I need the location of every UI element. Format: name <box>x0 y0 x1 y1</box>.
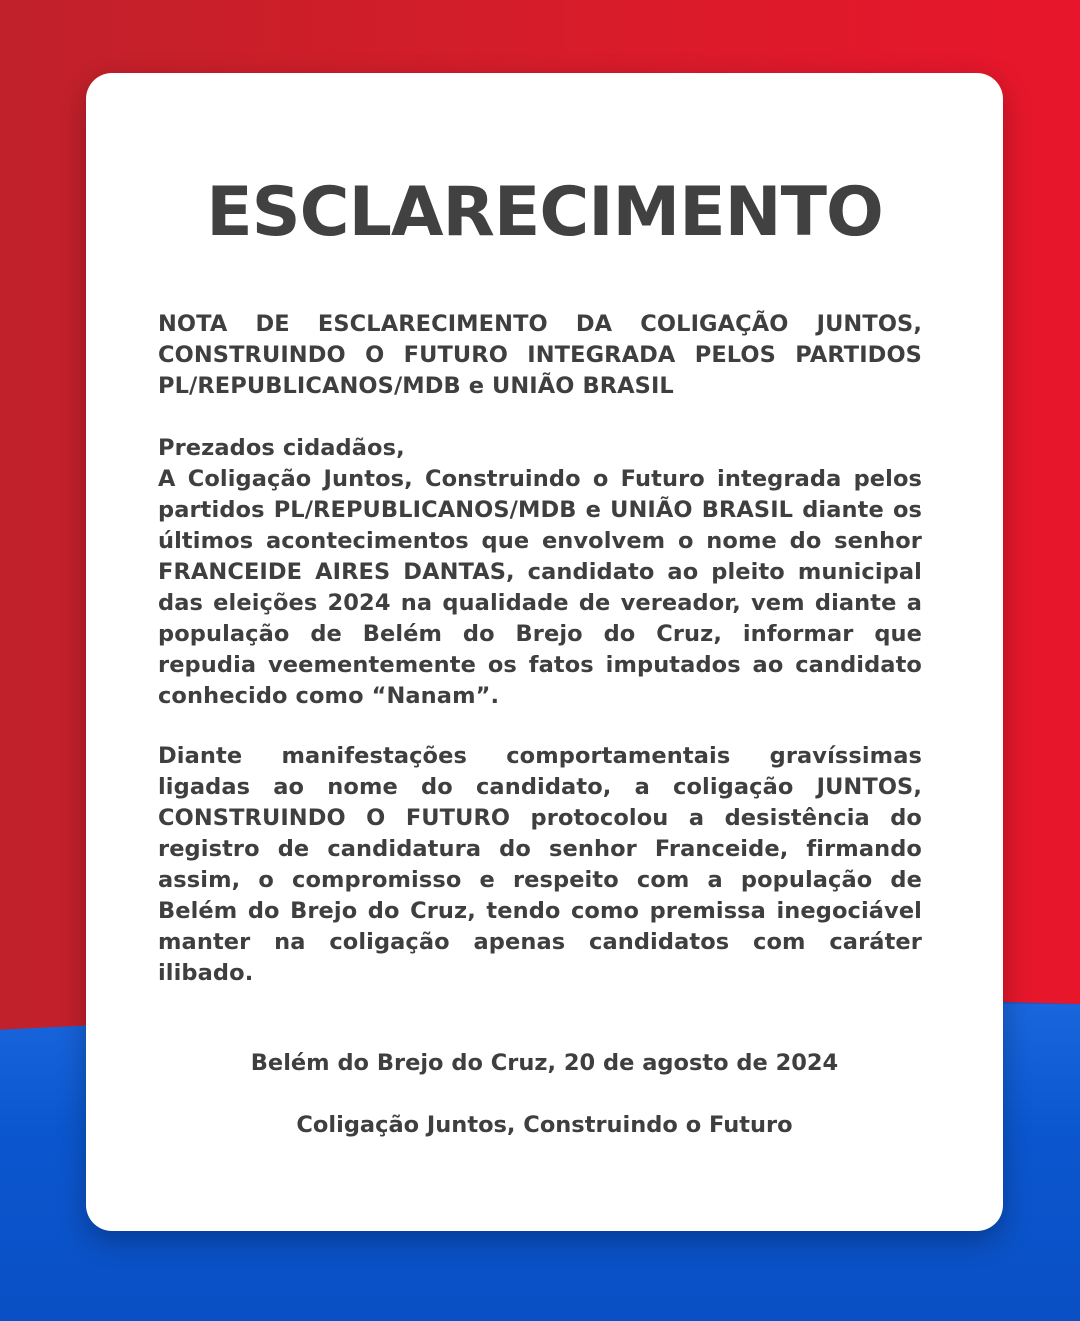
greeting: Prezados cidadãos, <box>158 435 405 461</box>
page-title: ESCLARECIMENTO <box>206 173 883 252</box>
signature: Coligação Juntos, Construindo o Futuro <box>296 1112 793 1138</box>
paragraph-one-text: A Coligação Juntos, Construindo o Futuro integrada pelos partidos PL/REPUBLICANOS/MDB e UNIÃO BRASIL diante os últimos acontecimentos que envolvem o nome do senhor FRANCEIDE AIRES DANTAS, candidato ao pleito municipal das eleições 2024 na qualidade de vereador, vem diante a população de Belém do Brejo do Cruz, informar que repudia veementemente os fatos imputados ao candidato conhecido como “Nanam”. <box>158 466 922 709</box>
date-line: Belém do Brejo do Cruz, 20 de agosto de 2024 <box>250 1050 839 1076</box>
paragraph-one <box>158 433 922 712</box>
clarification-card <box>86 73 1003 1231</box>
paragraph-two: Diante manifestações comportamentais gravíssimas ligadas ao nome do candidato, a coligação JUNTOS, CONSTRUINDO O FUTURO protocolou a desistência do registro de candidatura do senhor Franceide, firmando assim, o compromisso e respeito com a população de Belém do Brejo do Cruz, tendo como premissa inegociável manter na coligação apenas candidatos com caráter ilibado. <box>158 743 922 986</box>
intro-heading: NOTA DE ESCLARECIMENTO DA COLIGAÇÃO JUNTOS, CONSTRUINDO O FUTURO INTEGRADA PELOS PARTIDOS PL/REPUBLICANOS/MDB e UNIÃO BRASIL <box>158 311 922 399</box>
